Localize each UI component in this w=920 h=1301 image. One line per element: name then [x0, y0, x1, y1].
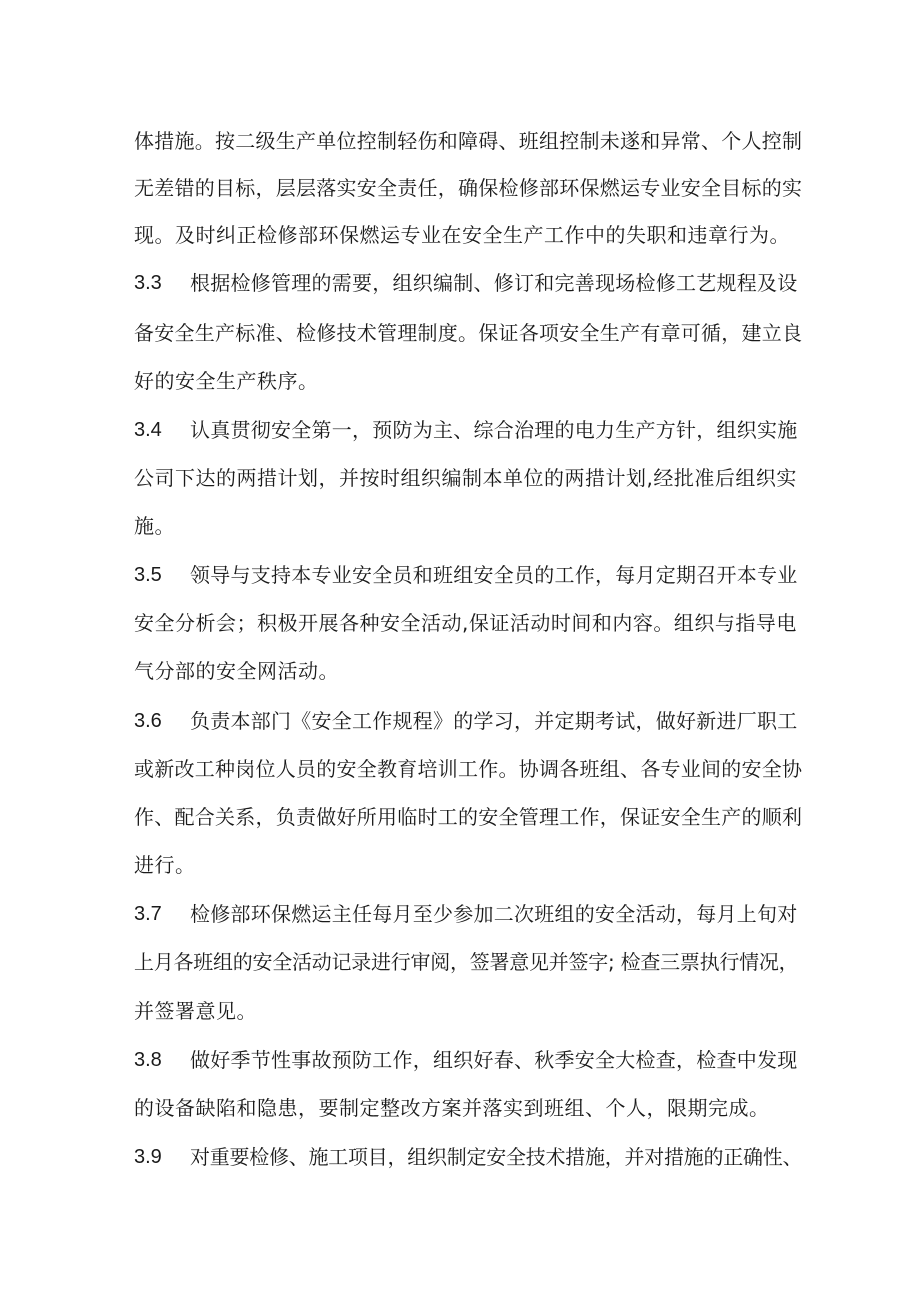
section-3-5-line-1: 领导与支持本专业安全员和班组安全员的工作，每月定期召开本专业: [190, 563, 798, 587]
section-3-3-line-2: 备安全生产标准、检修技术管理制度。保证各项安全生产有章可循，建立良: [134, 321, 803, 345]
section-3-8-line-1: 做好季节性事故预防工作，组织好春、秋季安全大检查，检查中发现: [190, 1048, 798, 1072]
section-3-4-line-1: 认真贯彻安全第一，预防为主、综合治理的电力生产方针，组织实施: [190, 418, 798, 442]
section-3-3-line-1: 根据检修管理的需要，组织编制、修订和完善现场检修工艺规程及设: [190, 271, 798, 295]
section-number-3-4: 3.4: [134, 419, 162, 441]
intro-line-3: 现。及时纠正检修部环保燃运专业在安全生产工作中的失职和违章行为。: [134, 223, 790, 247]
section-3-5-line-3: 气分部的安全网活动。: [134, 659, 339, 683]
section-3-6-line-3: 作、配合关系，负责做好所用临时工的安全管理工作，保证安全生产的顺利: [134, 805, 803, 829]
section-3-7-line-3: 并签署意见。: [134, 999, 257, 1023]
section-3-7-line-2: 上月各班组的安全活动记录进行审阅，签署意见并签字; 检查三票执行情况，: [134, 950, 799, 974]
section-3-6-line-4: 进行。: [134, 853, 196, 877]
section-number-3-6: 3.6: [134, 710, 162, 732]
section-3-4-line-3: 施。: [134, 514, 175, 538]
section-number-3-3: 3.3: [134, 272, 162, 294]
intro-line-2: 无差错的目标，层层落实安全责任，确保检修部环保燃运专业安全目标的实: [134, 176, 803, 200]
section-3-3-line-3: 好的安全生产秩序。: [134, 369, 319, 393]
section-number-3-8: 3.8: [134, 1049, 162, 1071]
intro-line-1: 体措施。按二级生产单位控制轻伤和障碍、班组控制未遂和异常、个人控制: [134, 129, 803, 153]
section-number-3-7: 3.7: [134, 903, 162, 925]
section-3-8-line-2: 的设备缺陷和隐患，要制定整改方案并落实到班组、个人，限期完成。: [134, 1096, 770, 1120]
section-number-3-5: 3.5: [134, 564, 162, 586]
section-3-4-line-2: 公司下达的两措计划，并按时组织编制本单位的两措计划,经批准后组织实: [134, 466, 797, 490]
section-3-9-line-1: 对重要检修、施工项目，组织制定安全技术措施，并对措施的正确性、: [190, 1145, 803, 1169]
section-3-6-line-1: 负责本部门《安全工作规程》的学习，并定期考试，做好新进厂职工: [190, 709, 798, 733]
section-3-5-line-2: 安全分析会；积极开展各种安全活动,保证活动时间和内容。组织与指导电: [134, 611, 797, 635]
section-number-3-9: 3.9: [134, 1146, 162, 1168]
section-3-7-line-1: 检修部环保燃运主任每月至少参加二次班组的安全活动，每月上旬对: [190, 902, 798, 926]
section-3-6-line-2: 或新改工种岗位人员的安全教育培训工作。协调各班组、各专业间的安全协: [134, 757, 803, 781]
